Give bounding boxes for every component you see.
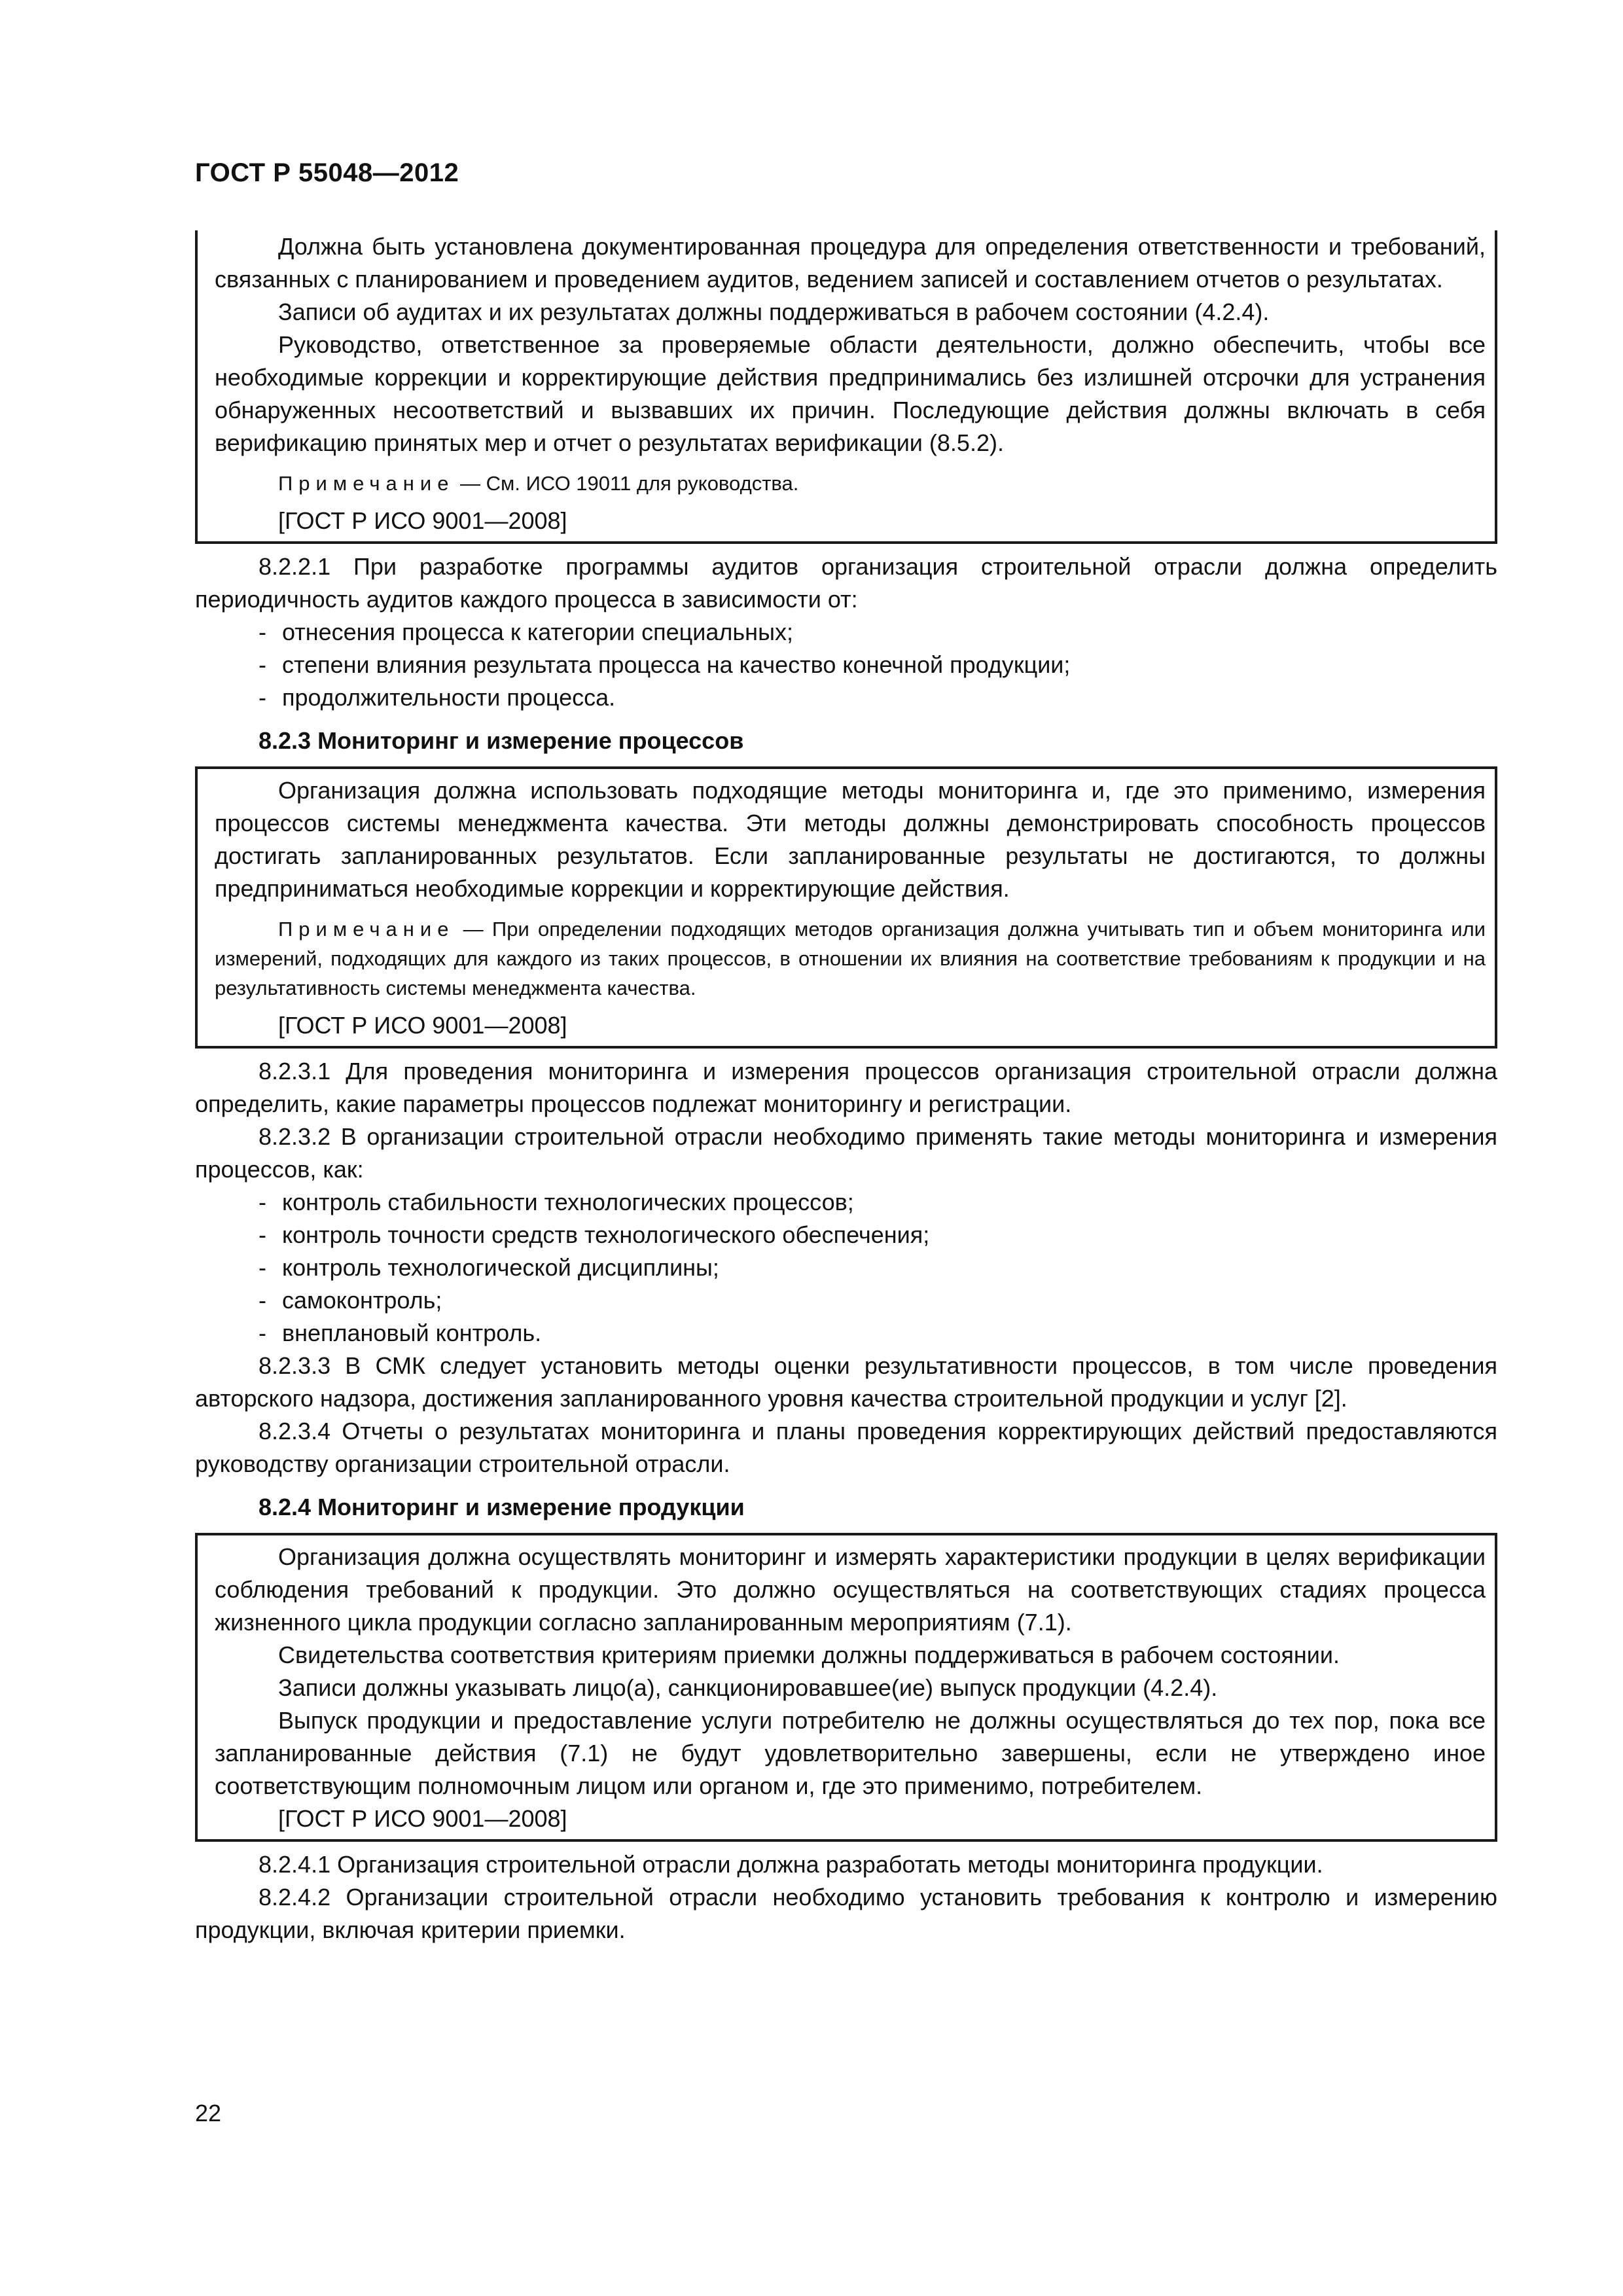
quote-box-audit-procedure bbox=[195, 230, 1497, 544]
quote-box-process-monitoring bbox=[195, 766, 1497, 1049]
note-label: Примечание bbox=[278, 472, 455, 495]
standard-reference: [ГОСТ Р ИСО 9001—2008] bbox=[278, 1012, 567, 1039]
document-header: ГОСТ Р 55048—2012 bbox=[195, 158, 459, 187]
quote-paragraph: Организация должна осуществлять мониторинг и измерять характеристики продукции в целях верификации соблюдения требований к продукции. Это должно осуществляться на соответствующих стадиях процесса жизненного цикла продукции согласно запланированным мероприятиям (7.1). bbox=[215, 1543, 1486, 1636]
note bbox=[215, 914, 1486, 1003]
clause-8-2-2-1: 8.2.2.1 При разработке программы аудитов организация строительной отрасли должна определить периодичность аудитов каждого процесса в зависимости от: bbox=[195, 553, 1497, 613]
note-label: Примечание bbox=[278, 918, 455, 941]
clause-8-2-3-3: 8.2.3.3 В СМК следует установить методы оценки результативности процессов, в том числе проведения авторского надзора, достижения запланированного уровня качества строительной продукции и услуг [2]. bbox=[195, 1352, 1497, 1412]
list-item: - самоконтроль; bbox=[259, 1284, 1497, 1317]
clause-8-2-4-2: 8.2.4.2 Организации строительной отрасли необходимо установить требования к контролю и измерению продукции, включая критерии приемки. bbox=[195, 1884, 1497, 1943]
clause-8-2-3-2-list bbox=[195, 1186, 1497, 1350]
list-item: - контроль технологической дисциплины; bbox=[259, 1251, 1497, 1284]
list-item: - степени влияния результата процесса на качество конечной продукции; bbox=[259, 649, 1497, 681]
section-title-8-2-3: 8.2.3 Мониторинг и измерение процессов bbox=[259, 727, 744, 754]
note-text: — См. ИСО 19011 для руководства. bbox=[454, 472, 799, 495]
clause-8-2-2-1-list bbox=[195, 616, 1497, 714]
page-number: 22 bbox=[195, 2100, 222, 2126]
clause-8-2-3-4: 8.2.3.4 Отчеты о результатах мониторинга и планы проведения корректирующих действий предоставляются руководству организации строительной отрасли. bbox=[195, 1418, 1497, 1477]
quote-box-product-monitoring bbox=[195, 1533, 1497, 1842]
list-item: - продолжительности процесса. bbox=[259, 681, 1497, 714]
page-content bbox=[195, 230, 1497, 1946]
standard-reference: [ГОСТ Р ИСО 9001—2008] bbox=[278, 507, 567, 534]
quote-paragraph: Выпуск продукции и предоставление услуги потребителю не должны осуществляться до тех пор, пока все запланированные действия (7.1) не будут удовлетворительно завершены, если не утверждено иное соответствующим полномочным лицом или органом и, где это применимо, потребителем. bbox=[215, 1707, 1486, 1799]
quote-paragraph: Руководство, ответственное за проверяемые области деятельности, должно обеспечить, чтобы все необходимые коррекции и корректирующие действия предпринимались без излишней отсрочки для устранения обнаруженных несоответствий и вызвавших их причин. Последующие действия должны включать в себя верификацию принятых мер и отчет о результатах верификации (8.5.2). bbox=[215, 331, 1486, 456]
clause-8-2-3-2: 8.2.3.2 В организации строительной отрасли необходимо применять такие методы мониторинга и измерения процессов, как: bbox=[195, 1123, 1497, 1183]
note-text: — При определении подходящих методов организация должна учитывать тип и объем мониторинга или измерений, подходящих для каждого из таких процессов, в отношении их влияния на соответствие требованиям к продукции и на результативность системы менеджмента качества. bbox=[215, 918, 1486, 999]
section-title-8-2-4: 8.2.4 Мониторинг и измерение продукции bbox=[259, 1494, 745, 1520]
clause-8-2-3-1: 8.2.3.1 Для проведения мониторинга и измерения процессов организация строительной отрасли должна определить, какие параметры процессов подлежат мониторингу и регистрации. bbox=[195, 1058, 1497, 1117]
quote-paragraph: Записи должны указывать лицо(а), санкционировавшее(ие) выпуск продукции (4.2.4). bbox=[278, 1674, 1218, 1701]
list-item: - контроль стабильности технологических процессов; bbox=[259, 1186, 1497, 1219]
list-item: - отнесения процесса к категории специальных; bbox=[259, 616, 1497, 649]
list-item: - контроль точности средств технологического обеспечения; bbox=[259, 1219, 1497, 1251]
standard-reference: [ГОСТ Р ИСО 9001—2008] bbox=[278, 1805, 567, 1832]
list-item: - внеплановый контроль. bbox=[259, 1317, 1497, 1350]
quote-paragraph: Должна быть установлена документированная процедура для определения ответственности и требований, связанных с планированием и проведением аудитов, ведением записей и составлением отчетов о результатах. bbox=[215, 233, 1486, 293]
note bbox=[215, 469, 1486, 498]
clause-8-2-4-1: 8.2.4.1 Организация строительной отрасли должна разработать методы мониторинга продукции. bbox=[259, 1851, 1323, 1878]
quote-paragraph: Организация должна использовать подходящие методы мониторинга и, где это применимо, измерения процессов системы менеджмента качества. Эти методы должны демонстрировать способность процессов достигать запланированных результатов. Если запланированные результаты не достигаются, то должны предприниматься необходимые коррекции и корректирующие действия. bbox=[215, 777, 1486, 902]
quote-paragraph: Записи об аудитах и их результатах должны поддерживаться в рабочем состоянии (4.2.4). bbox=[278, 298, 1270, 325]
quote-paragraph: Свидетельства соответствия критериям приемки должны поддерживаться в рабочем состоянии. bbox=[278, 1641, 1340, 1668]
